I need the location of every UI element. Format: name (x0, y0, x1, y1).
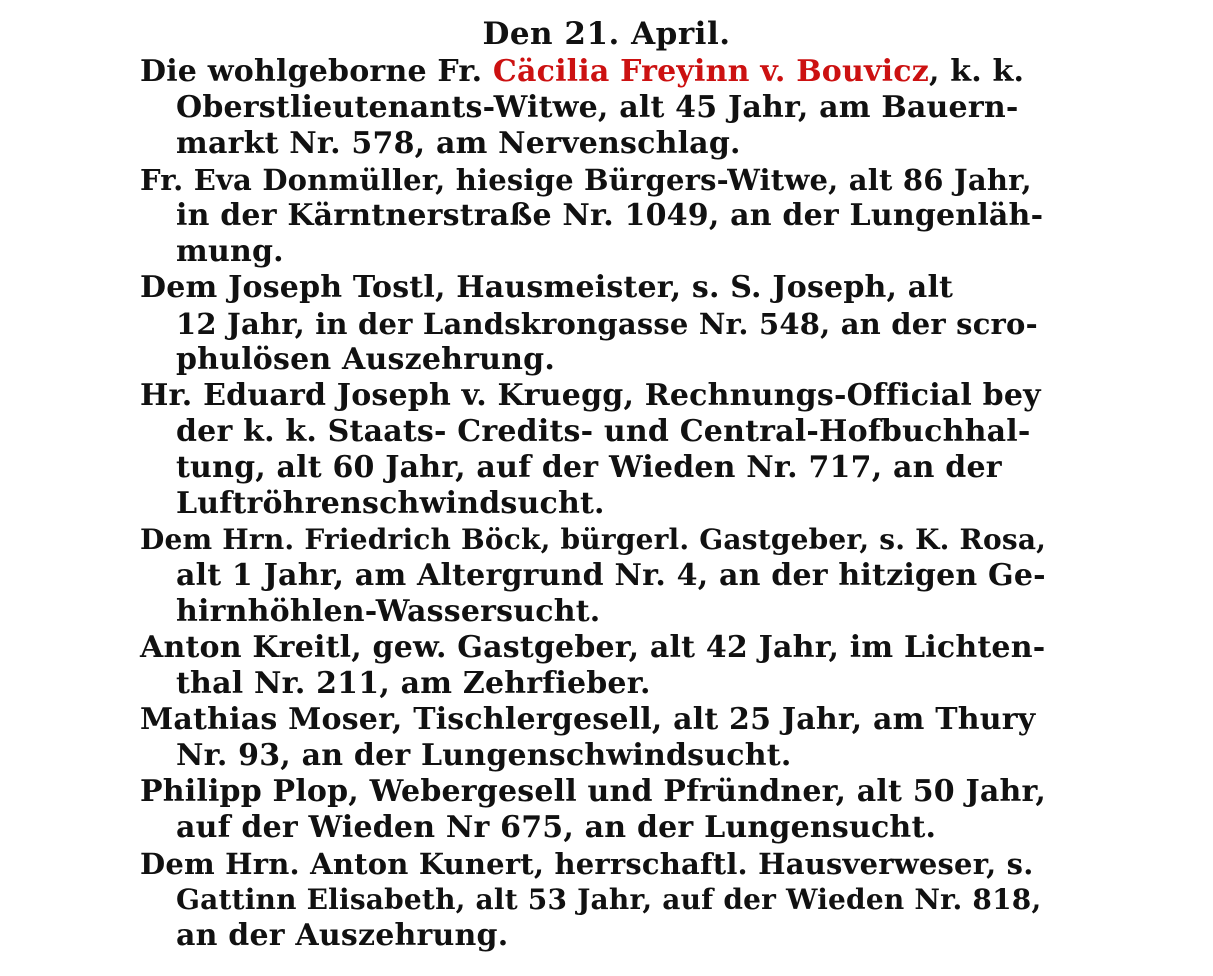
entry-line: hirnhöhlen-Wassersucht. (176, 594, 601, 629)
highlighted-name: Cäcilia Freyinn v. Bouvicz (492, 54, 929, 89)
entry-line: 12 Jahr, in der Landskrongasse Nr. 548, an der scro- (176, 307, 1038, 341)
death-notice-entry (140, 846, 1046, 954)
entry-line: Gattinn Elisabeth, alt 53 Jahr, auf der Wieden Nr. 818, (176, 883, 1042, 916)
death-notice-list (140, 54, 1047, 954)
entry-line: Fr. Eva Donmüller, hiesige Bürgers-Witwe, alt 86 Jahr, (140, 163, 1032, 197)
entry-line: Philipp Plop, Webergesell und Pfründner, alt 50 Jahr, (140, 774, 1047, 809)
entry-line: Nr. 93, an der Lungenschwindsucht. (176, 738, 792, 773)
entry-line: Anton Kreitl, gew. Gastgeber, alt 42 Jahr, im Lichten- (140, 630, 1046, 665)
entry-line: an der Auszehrung. (176, 918, 509, 953)
entry-line: mung. (176, 234, 284, 269)
entry-line: Dem Joseph Tostl, Hausmeister, s. S. Joseph, alt (140, 270, 954, 305)
death-notice-entry (140, 774, 1047, 846)
date-heading: Den 21. April. (482, 16, 731, 52)
entry-line: Hr. Eduard Joseph v. Kruegg, Rechnungs-Official bey (140, 378, 1041, 413)
entry-text: Die wohlgeborne Fr. (140, 54, 493, 89)
entry-line: Dem Hrn. Anton Kunert, herrschaftl. Hausverweser, s. (140, 847, 1034, 881)
death-notice-entry (140, 702, 1046, 774)
death-notice-entry (140, 630, 1046, 702)
entry-line: Mathias Moser, Tischlergesell, alt 25 Jahr, am Thury (140, 702, 1036, 737)
death-notice-entry (140, 54, 1046, 162)
entry-line: Oberstlieutenants-Witwe, alt 45 Jahr, am Bauern- (176, 90, 1019, 125)
entry-text: , k. k. (928, 54, 1025, 89)
entry-line: thal Nr. 211, am Zehrfieber. (176, 666, 651, 701)
death-notice-entry (140, 378, 1046, 522)
entry-line: alt 1 Jahr, am Altergrund Nr. 4, an der hitzigen Ge- (176, 558, 1046, 593)
entry-line: phulösen Auszehrung. (176, 342, 555, 377)
entry-line (140, 54, 1046, 90)
entry-line: Dem Hrn. Friedrich Böck, bürgerl. Gastgeber, s. K. Rosa, (140, 523, 1047, 556)
entry-line: Luftröhrenschwindsucht. (176, 486, 605, 521)
death-notice-entry (140, 522, 1047, 630)
entry-line: markt Nr. 578, am Nervenschlag. (176, 126, 741, 161)
entry-line: auf der Wieden Nr 675, an der Lungensucht. (176, 810, 937, 845)
entry-line: in der Kärntnerstraße Nr. 1049, an der Lungenläh- (176, 198, 1044, 233)
entry-line: tung, alt 60 Jahr, auf der Wieden Nr. 717, an der (176, 450, 1002, 485)
death-notice-entry (140, 162, 1046, 270)
death-notice-entry (140, 270, 1046, 378)
entry-line: der k. k. Staats- Credits- und Central-Hofbuchhal- (176, 414, 1031, 449)
